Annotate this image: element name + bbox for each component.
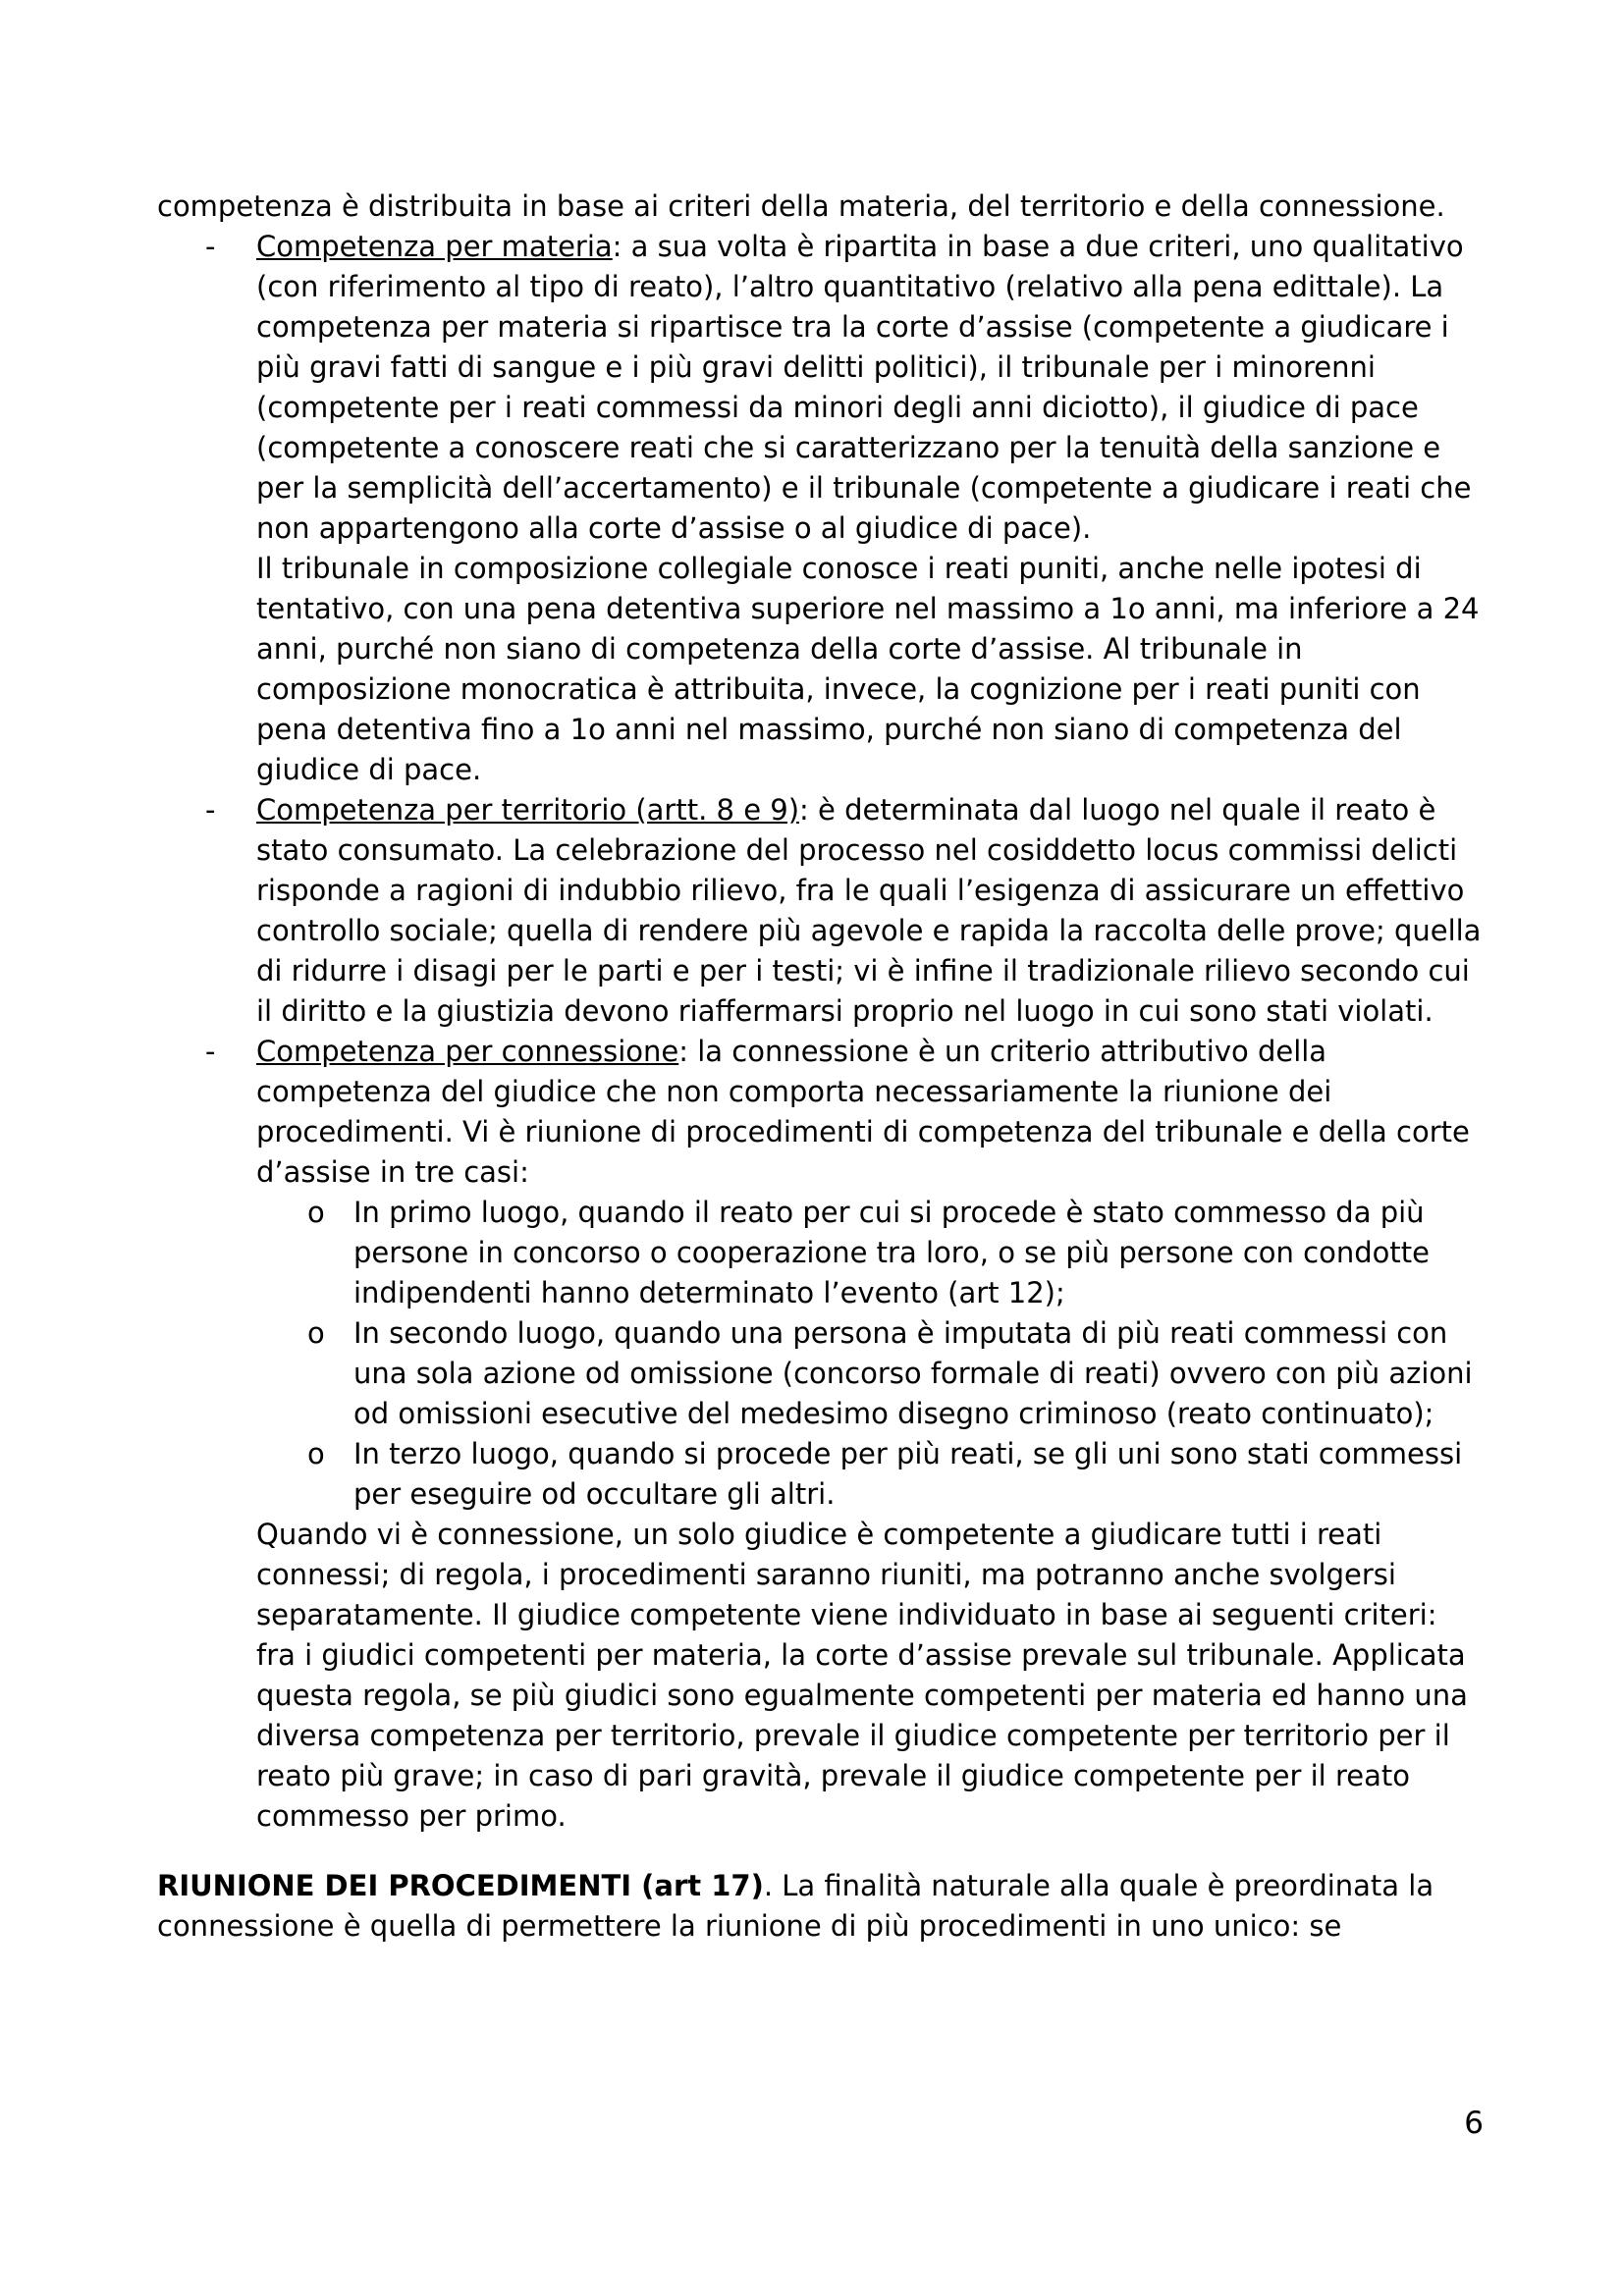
circle-bullet: o	[307, 1196, 325, 1229]
case-item	[256, 1193, 1483, 1313]
list-item-materia	[157, 227, 1483, 790]
case-text: In terzo luogo, quando si procede per più reati, se gli uni sono stati commessi per eseguire od occultare gli altri.	[353, 1437, 1463, 1511]
case-text: In primo luogo, quando il reato per cui si procede è stato commesso da più persone in concorso o cooperazione tra loro, o se più persone con condotte indipendenti hanno determinato l’evento (art 12);	[353, 1196, 1430, 1309]
materia-text: : a sua volta è ripartita in base a due criteri, uno qualitativo (con riferimento al tipo di reato), l’altro quantitativo (relativo alla pena edittale). La competenza per materia si ripartisce tra la corte d’assise (competente a giudicare i più gravi fatti di sangue e i più gravi delitti politici), il tribunale per i minorenni (competente per i reati commessi da minori degli anni diciotto), il giudice di pace (competente a conoscere reati che si caratterizzano per la tenuità della sanzione e per la semplicità dell’accertamento) e il tribunale (competente a giudicare i reati che non appartengono alla corte d’assise o al giudice di pace).	[256, 230, 1472, 545]
competence-list	[157, 227, 1483, 1837]
circle-bullet: o	[307, 1437, 325, 1470]
dash-marker: -	[205, 230, 216, 263]
list-item-connessione	[157, 1032, 1483, 1837]
riunione-paragraph	[157, 1866, 1483, 1947]
case-item	[256, 1434, 1483, 1515]
connessione-paragraph	[256, 1032, 1483, 1193]
dash-marker: -	[205, 793, 216, 827]
connessione-text: : la connessione è un criterio attributivo della competenza del giudice che non comporta necessariamente la riunione dei procedimenti. Vi è riunione di procedimenti di competenza del tribunale e della corte d’assise in tre casi:	[256, 1035, 1470, 1189]
page-number: 6	[1464, 2106, 1484, 2141]
riunione-text: . La finalità naturale alla quale è preordinata la connessione è quella di permettere la riunione di più procedimenti in uno unico: se	[157, 1869, 1434, 1943]
connessione-cases	[256, 1193, 1483, 1515]
document-page	[157, 187, 1483, 1947]
materia-paragraph-2: Il tribunale in composizione collegiale conosce i reati puniti, anche nelle ipotesi di tentativo, con una pena detentiva superiore nel massimo a 1o anni, ma inferiore a 24 anni, purché non siano di competenza della corte d’assise. Al tribunale in composizione monocratica è attribuita, invece, la cognizione per i reati puniti con pena detentiva fino a 1o anni nel massimo, purché non siano di competenza del giudice di pace.	[256, 552, 1480, 786]
materia-label: Competenza per materia	[256, 230, 613, 263]
connessione-closing: Quando vi è connessione, un solo giudice è competente a giudicare tutti i reati connessi; di regola, i procedimenti saranno riuniti, ma potranno anche svolgersi separatamente. Il giudice competente viene individuato in base ai seguenti criteri: fra i giudici competenti per materia, la corte d’assise prevale sul tribunale. Applicata questa regola, se più giudici sono egualmente competenti per materia ed hanno una diversa competenza per territorio, prevale il giudice competente per territorio per il reato più grave; in caso di pari gravità, prevale il giudice competente per il reato commesso per primo.	[256, 1518, 1468, 1833]
riunione-heading: RIUNIONE DEI PROCEDIMENTI (art 17)	[157, 1869, 764, 1902]
list-item-territorio	[157, 790, 1483, 1032]
case-text: In secondo luogo, quando una persona è imputata di più reati commessi con una sola azione od omissione (concorso formale di reati) ovvero con più azioni od omissioni esecutive del medesimo disegno criminoso (reato continuato);	[353, 1316, 1473, 1430]
territorio-paragraph	[256, 790, 1483, 1032]
dash-marker: -	[205, 1035, 216, 1068]
materia-paragraph	[256, 227, 1483, 549]
territorio-label: Competenza per territorio (artt. 8 e 9)	[256, 793, 800, 827]
case-item	[256, 1313, 1483, 1434]
connessione-label: Competenza per connessione	[256, 1035, 679, 1068]
circle-bullet: o	[307, 1316, 325, 1350]
territorio-text: : è determinata dal luogo nel quale il reato è stato consumato. La celebrazione del processo nel cosiddetto locus commissi delicti risponde a ragioni di indubbio rilievo, fra le quali l’esigenza di assicurare un effettivo controllo sociale; quella di rendere più agevole e rapida la raccolta delle prove; quella di ridurre i disagi per le parti e per i testi; vi è infine il tradizionale rilievo secondo cui il diritto e la giustizia devono riaffermarsi proprio nel luogo in cui sono stati violati.	[256, 793, 1482, 1028]
intro-paragraph: competenza è distribuita in base ai criteri della materia, del territorio e della connessione.	[157, 189, 1445, 223]
